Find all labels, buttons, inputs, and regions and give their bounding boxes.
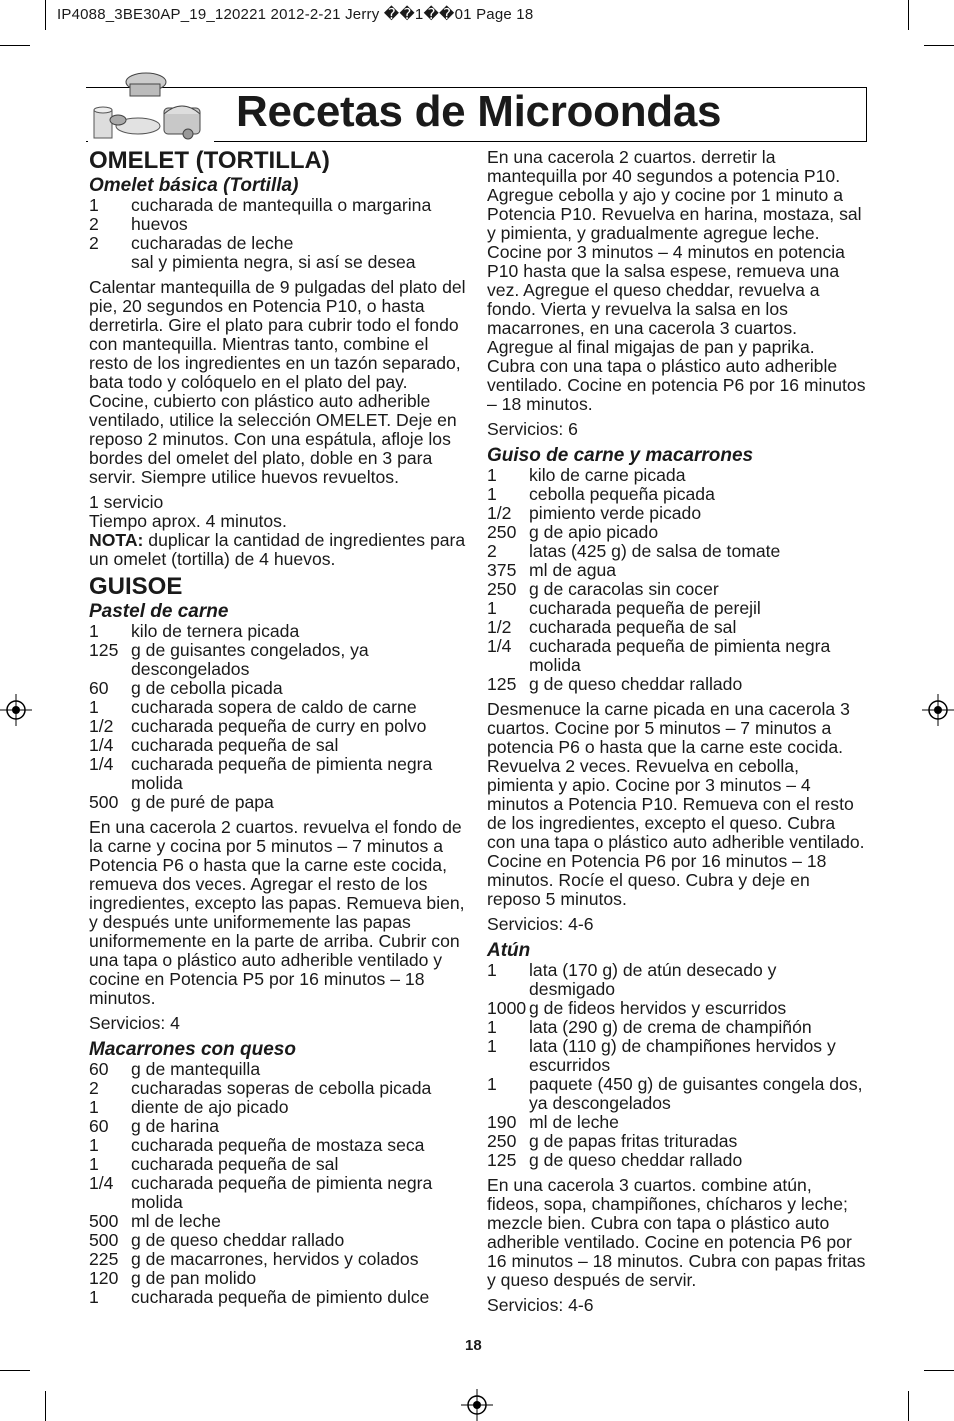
- note-text: duplicar la cantidad de ingredientes para un omelet (tortilla) de 4 huevos.: [89, 530, 466, 569]
- ingredient-text: g de queso cheddar rallado: [529, 1150, 743, 1170]
- ingredient-text: cucharada sopera de caldo de carne: [131, 697, 417, 717]
- ingredient-row: [89, 1250, 469, 1269]
- ingredient-row: [89, 215, 469, 234]
- ingredient-quantity: 1: [487, 1074, 497, 1094]
- ingredient-quantity: 250: [487, 522, 517, 542]
- ingredient-row: [89, 717, 469, 736]
- registration-mark-icon: [461, 1389, 493, 1421]
- ingredient-quantity: 125: [487, 674, 517, 694]
- ingredient-quantity: 125: [487, 1150, 517, 1170]
- left-column: [89, 147, 469, 1307]
- ingredient-text: kilo de carne picada: [529, 465, 686, 485]
- page-number: 18: [465, 1337, 482, 1354]
- ingredient-quantity: 1/2: [487, 503, 512, 523]
- ingredient-row: [89, 679, 469, 698]
- ingredient-text: cucharada pequeña de perejil: [529, 598, 761, 618]
- ingredient-text: ml de leche: [529, 1112, 619, 1132]
- crop-mark: [45, 0, 46, 30]
- ingredient-text: cebolla pequeña picada: [529, 484, 715, 504]
- ingredient-text: cucharadas soperas de cebolla picada: [131, 1078, 432, 1098]
- ingredient-row: [487, 961, 867, 999]
- ingredient-row: [487, 637, 867, 675]
- ingredient-quantity: 1: [89, 697, 99, 717]
- ingredient-quantity: 1/2: [89, 716, 114, 736]
- ingredient-text: g de macarrones, hervidos y colados: [131, 1249, 419, 1269]
- servings: 1 servicio: [89, 492, 164, 512]
- ingredient-text: cucharada pequeña de pimienta negra molida: [131, 754, 433, 793]
- ingredient-row: [89, 793, 469, 812]
- ingredient-text: cucharada pequeña de sal: [131, 735, 339, 755]
- ingredient-text: g de harina: [131, 1116, 220, 1136]
- ingredient-row: [487, 599, 867, 618]
- ingredient-row: [89, 1269, 469, 1288]
- right-column: [487, 148, 867, 1315]
- cook-time: Tiempo aprox. 4 minutos.: [89, 511, 287, 531]
- ingredient-text: ml de leche: [131, 1211, 221, 1231]
- ingredient-text: cucharada pequeña de pimienta negra molida: [529, 636, 831, 675]
- ingredient-row: [487, 1151, 867, 1170]
- ingredient-list: [487, 466, 867, 694]
- ingredient-row: [89, 1079, 469, 1098]
- ingredient-row: [487, 504, 867, 523]
- ingredient-quantity: 1: [89, 195, 99, 215]
- ingredient-quantity: 60: [89, 1059, 109, 1079]
- ingredient-row: [89, 1212, 469, 1231]
- ingredient-list: [89, 622, 469, 812]
- ingredient-row: [89, 1098, 469, 1117]
- ingredient-row: [89, 1060, 469, 1079]
- ingredient-list: [487, 961, 867, 1170]
- ingredient-text: g de apio picado: [529, 522, 659, 542]
- ingredient-quantity: 1000: [487, 998, 527, 1018]
- ingredient-row: [89, 1136, 469, 1155]
- ingredient-text: cucharada pequeña de pimiento dulce: [131, 1287, 430, 1307]
- recipe-method: En una cacerola 2 cuartos. revuelva el fondo de la carne y cocina por 5 minutos – 7 minutos a Potencia P6 o hasta que la carne este cocida, remueva dos veces. Agregar el resto de los ingredientes, excepto las papas. Remueva bien, y después unte uniformemente las papas uniformemente en la parte de arriba. Cubrir con una tapa o plástico auto adherible ventilado y cocine en Potencia P5 por 16 minutos – 18 minutos.: [89, 817, 465, 1008]
- ingredient-text: lata (290 g) de crema de champiñón: [529, 1017, 812, 1037]
- crop-mark: [45, 1391, 46, 1421]
- ingredient-row: [89, 1288, 469, 1307]
- servings: Servicios: 4-6: [487, 914, 594, 934]
- ingredient-row: [487, 1018, 867, 1037]
- ingredient-row: [89, 1174, 469, 1212]
- ingredient-row: [487, 542, 867, 561]
- registration-mark-icon: [922, 694, 954, 726]
- ingredient-quantity: 1: [89, 1154, 99, 1174]
- ingredient-quantity: 1: [487, 1036, 497, 1056]
- registration-mark-icon: [0, 694, 32, 726]
- ingredient-quantity: 2: [89, 1078, 99, 1098]
- ingredient-text: g de queso cheddar rallado: [131, 1230, 345, 1250]
- servings: Servicios: 4-6: [487, 1295, 594, 1315]
- ingredient-row: [487, 1113, 867, 1132]
- ingredient-row: [487, 1075, 867, 1113]
- ingredient-quantity: 190: [487, 1112, 517, 1132]
- servings: Servicios: 6: [487, 419, 578, 439]
- ingredient-text: cucharada de mantequilla o margarina: [131, 195, 432, 215]
- crop-mark: [0, 1370, 30, 1371]
- recipe-method: Calentar mantequilla de 9 pulgadas del plato del pie, 20 segundos en Potencia P10, o hasta derretirla. Gire el plato para cubrir todo el fondo con mantequilla. Mientras tanto, combine el resto de los ingredientes en un tazón separado, bata todo y colóquelo en el plato del pay. Cocine, cubierto con plástico auto adherible ventilado, utilice la selección OMELET. Deje en reposo 2 minutos. Con una espátula, afloje los bordes del omelet del plato, doble en 3 para servir. Siempre utilice huevos revueltos.: [89, 277, 466, 487]
- ingredient-row: [89, 622, 469, 641]
- ingredient-quantity: 1: [487, 1017, 497, 1037]
- recipe-method: Desmenuce la carne picada en una cacerola 3 cuartos. Cocine por 5 minutos – 7 minutos a potencia P6 o hasta que la carne este cocida. Revuelva 2 veces. Revuelva en cebolla, pimienta y apio. Cocine por 3 minutos – 4 minutos a Potencia P10. Remueva con el resto de los ingredientes, excepto el queso. Cubra con una tapa o plástico auto adherible ventilado. Cocine en Potencia P6 por 16 minutos – 18 minutos. Rocíe el queso. Cubra y deje en reposo 5 minutos.: [487, 699, 865, 909]
- ingredient-quantity: [89, 253, 131, 272]
- ingredient-text: latas (425 g) de salsa de tomate: [529, 541, 781, 561]
- ingredient-text: paquete (450 g) de guisantes congela dos, ya descongelados: [529, 1074, 863, 1113]
- ingredient-quantity: 2: [487, 541, 497, 561]
- ingredient-row: [89, 253, 469, 272]
- ingredient-quantity: 1/4: [89, 735, 114, 755]
- ingredient-row: [487, 485, 867, 504]
- ingredient-quantity: 120: [89, 1268, 119, 1288]
- crop-mark: [0, 45, 30, 46]
- ingredient-quantity: 125: [89, 640, 119, 660]
- section-heading: OMELET (TORTILLA): [89, 147, 330, 174]
- ingredient-text: g de caracolas sin cocer: [529, 579, 719, 599]
- recipe-title: Omelet básica (Tortilla): [89, 175, 299, 196]
- ingredient-quantity: 1/2: [487, 617, 512, 637]
- ingredient-quantity: 1: [89, 1135, 99, 1155]
- recipe-title: Atún: [487, 940, 531, 961]
- recipe-title: Macarrones con queso: [89, 1039, 296, 1060]
- ingredient-quantity: 1: [89, 621, 99, 641]
- ingredient-text: cucharada pequeña de sal: [529, 617, 737, 637]
- recipe-method: En una cacerola 2 cuartos. derretir la mantequilla por 40 segundos a potencia P10. Agregue cebolla y ajo y cocine por 1 minuto a Potencia P10. Revuelva en harina, mostaza, sal y pimienta, y gradualmente agregue leche. Cocine por 3 minutos – 4 minutos en potencia P10 hasta que la salsa espese, remueva una vez. Agregue el queso cheddar, revuelva a fondo. Vierta y revuelva la salsa en los macarrones, en una cacerola 3 cuartos. Agregue al final migajas de pan y paprika. Cubra con una tapa o plástico auto adherible ventilado. Cocine en potencia P6 por 16 minutos – 18 minutos.: [487, 147, 866, 414]
- ingredient-quantity: 1: [487, 598, 497, 618]
- ingredient-quantity: 225: [89, 1249, 119, 1269]
- ingredient-list: [89, 196, 469, 272]
- ingredient-quantity: 250: [487, 579, 517, 599]
- ingredient-text: ml de agua: [529, 560, 617, 580]
- crop-mark: [908, 1391, 909, 1421]
- ingredient-row: [487, 466, 867, 485]
- ingredient-quantity: 500: [89, 1230, 119, 1250]
- ingredient-text: lata (110 g) de champiñones hervidos y escurridos: [529, 1036, 836, 1075]
- ingredient-text: huevos: [131, 214, 188, 234]
- ingredient-quantity: 1/4: [487, 636, 512, 656]
- note-label: NOTA:: [89, 530, 144, 550]
- ingredient-text: cucharada pequeña de sal: [131, 1154, 339, 1174]
- servings: Servicios: 4: [89, 1013, 180, 1033]
- ingredient-row: [89, 755, 469, 793]
- ingredient-list: [89, 1060, 469, 1307]
- ingredient-text: kilo de ternera picada: [131, 621, 300, 641]
- ingredient-row: [487, 580, 867, 599]
- ingredient-row: [487, 561, 867, 580]
- ingredient-text: g de puré de papa: [131, 792, 274, 812]
- recipe-method: En una cacerola 3 cuartos. combine atún, fideos, sopa, champiñones, chícharos y leche; mezcle bien. Cubra con tapa o plástico auto adherible ventilado. Cocine en potencia P6 por 16 minutos – 18 minutos. Cubra con papas fritas y queso después de servir.: [487, 1175, 866, 1290]
- crop-mark: [924, 45, 954, 46]
- ingredient-quantity: 60: [89, 678, 109, 698]
- ingredient-row: [487, 1037, 867, 1075]
- ingredient-quantity: 500: [89, 792, 119, 812]
- crop-mark: [908, 0, 909, 30]
- crop-mark: [924, 1370, 954, 1371]
- note: [89, 531, 469, 569]
- ingredient-text: diente de ajo picado: [131, 1097, 289, 1117]
- ingredient-row: [487, 523, 867, 542]
- ingredient-text: g de queso cheddar rallado: [529, 674, 743, 694]
- ingredient-quantity: 375: [487, 560, 517, 580]
- ingredient-row: [89, 1231, 469, 1250]
- ingredient-quantity: 1/4: [89, 754, 114, 774]
- ingredient-row: [89, 736, 469, 755]
- ingredient-row: [89, 1117, 469, 1136]
- ingredient-quantity: 1: [89, 1097, 99, 1117]
- ingredient-row: [487, 675, 867, 694]
- ingredient-quantity: 1/4: [89, 1173, 114, 1193]
- ingredient-row: [89, 196, 469, 215]
- ingredient-text: g de papas fritas trituradas: [529, 1131, 738, 1151]
- ingredient-text: pimiento verde picado: [529, 503, 702, 523]
- ingredient-quantity: 1: [89, 1287, 99, 1307]
- ingredient-text: sal y pimienta negra, si así se desea: [131, 252, 416, 272]
- ingredient-quantity: 1: [487, 484, 497, 504]
- ingredient-text: cucharada pequeña de mostaza seca: [131, 1135, 425, 1155]
- ingredient-text: g de cebolla picada: [131, 678, 283, 698]
- page-title: Recetas de Microondas: [236, 87, 722, 136]
- ingredient-quantity: 250: [487, 1131, 517, 1151]
- recipe-title: Guiso de carne y macarrones: [487, 445, 754, 466]
- ingredient-quantity: 2: [89, 233, 99, 253]
- ingredient-text: g de pan molido: [131, 1268, 257, 1288]
- ingredient-text: g de fideos hervidos y escurridos: [529, 998, 787, 1018]
- ingredient-text: cucharada pequeña de pimienta negra molida: [131, 1173, 433, 1212]
- print-slug: IP4088_3BE30AP_19_120221 2012-2-21 Jerry ��1��01 Page 18: [57, 6, 534, 23]
- ingredient-quantity: 1: [487, 465, 497, 485]
- ingredient-row: [487, 999, 867, 1018]
- ingredient-row: [487, 1132, 867, 1151]
- ingredient-row: [487, 618, 867, 637]
- ingredient-quantity: 500: [89, 1211, 119, 1231]
- ingredient-quantity: 2: [89, 214, 99, 234]
- ingredient-text: lata (170 g) de atún desecado y desmigado: [529, 960, 777, 999]
- ingredient-row: [89, 698, 469, 717]
- ingredient-text: g de mantequilla: [131, 1059, 261, 1079]
- ingredient-row: [89, 234, 469, 253]
- ingredient-row: [89, 1155, 469, 1174]
- kitchen-food-illustration-icon: [88, 70, 214, 146]
- ingredient-text: cucharadas de leche: [131, 233, 294, 253]
- ingredient-row: [89, 641, 469, 679]
- ingredient-quantity: 60: [89, 1116, 109, 1136]
- ingredient-quantity: 1: [487, 960, 497, 980]
- ingredient-text: g de guisantes congelados, ya descongelados: [131, 640, 369, 679]
- section-heading: GUISOE: [89, 573, 183, 600]
- recipe-title: Pastel de carne: [89, 601, 229, 622]
- ingredient-text: cucharada pequeña de curry en polvo: [131, 716, 427, 736]
